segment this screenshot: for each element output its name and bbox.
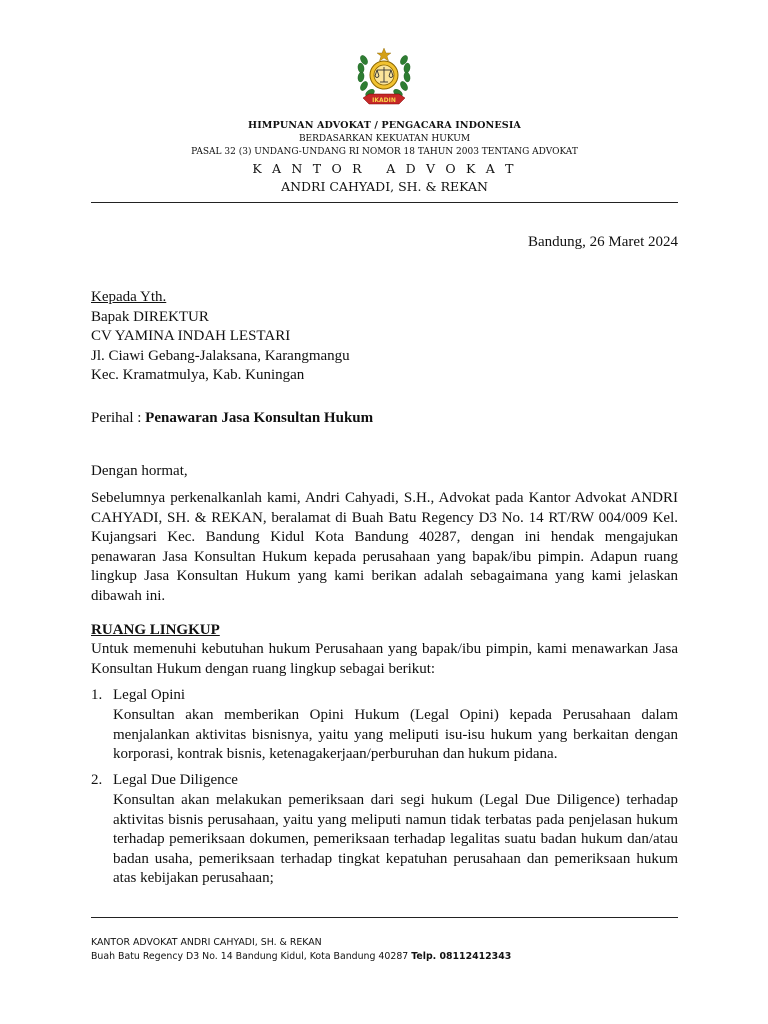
org-name: HIMPUNAN ADVOKAT / PENGACARA INDONESIA	[248, 120, 521, 131]
item-body	[113, 706, 678, 765]
header-divider	[91, 202, 678, 203]
footer-address-line	[91, 951, 511, 962]
recipient-company: CV YAMINA INDAH LESTARI	[91, 328, 291, 344]
office-name: ANDRI CAHYADI, SH. & REKAN	[281, 179, 488, 194]
paragraph-line: korporasi, kontrak bisnis, ketenagakerjaan/perburuhan dan hukum pidana.	[113, 746, 558, 762]
recipient-block	[91, 288, 350, 386]
letter-date: Bandung, 26 Maret 2024	[528, 234, 678, 250]
recipient-salutation: Kepada Yth.	[91, 289, 167, 305]
footer-phone: Telp. 08112412343	[411, 951, 512, 962]
paragraph-line: badan usaha, pemeriksaan terhadap tingkat kepatuhan perusahaan dan pemeriksaan hukum	[113, 850, 678, 867]
law-reference: PASAL 32 (3) UNDANG-UNDANG RI NOMOR 18 TAHUN 2003 TENTANG ADVOKAT	[191, 147, 578, 157]
paragraph-line: Untuk memenuhi kebutuhan hukum Perusahaan yang bapak/ibu pimpin, kami menawarkan Jasa	[91, 641, 678, 657]
greeting: Dengan hormat,	[91, 463, 188, 479]
footer-address: Buah Batu Regency D3 No. 14 Bandung Kidul, Kota Bandung 40287	[91, 951, 412, 962]
scope-heading: RUANG LINGKUP	[91, 622, 220, 638]
paragraph-line: menjalankan aktivitas bisnisnya, yaitu yang meliputi isu-isu hukum yang berkaitan dengan	[113, 726, 678, 743]
paragraph-line: Kujangsari Kec. Bandung Kidul Kota Bandung 40287, dengan ini hendak mengajukan	[91, 529, 678, 545]
svg-text:IKADIN: IKADIN	[372, 97, 396, 104]
paragraph-line: Sebelumnya perkenalkanlah kami, Andri Cahyadi, S.H., Advokat pada Kantor Advokat ANDRI	[91, 490, 678, 506]
item-number: 2.	[91, 772, 103, 788]
subject-value: Penawaran Jasa Konsultan Hukum	[145, 410, 374, 426]
office-title: K A N T O R A D V O K A T	[252, 161, 517, 176]
footer-office-name: KANTOR ADVOKAT ANDRI CAHYADI, SH. & REKAN	[91, 937, 322, 948]
legal-basis: BERDASARKAN KEKUATAN HUKUM	[298, 134, 471, 144]
recipient-address-1: Jl. Ciawi Gebang-Jalaksana, Karangmangu	[91, 347, 350, 364]
scope-intro	[91, 640, 678, 679]
paragraph-line: terhadap pemeriksaan dokumen, pemeriksaan terhadap legalitas suatu badan hukum dan/atau	[113, 831, 678, 847]
subject-line	[91, 409, 373, 429]
recipient-title: Bapak DIREKTUR	[91, 308, 209, 325]
item-number: 1.	[91, 687, 103, 703]
paragraph-line: Konsultan Hukum dengan ruang lingkup sebagai berikut:	[91, 660, 436, 677]
intro-paragraph	[91, 489, 678, 606]
item-title: Legal Due Diligence	[113, 772, 238, 788]
paragraph-line: aktivitas bisnis perusahaan, yaitu yang meliputi namun tidak terbatas pada penjelasan hukum	[113, 811, 678, 828]
paragraph-line: dibawah ini.	[91, 587, 166, 604]
footer-divider	[91, 917, 678, 918]
paragraph-line: lingkup Jasa Konsultan Hukum yang kami berikan adalah sebagaimana yang kami jelaskan	[91, 568, 678, 584]
paragraph-line: penawaran Jasa Konsultan Hukum kepada perusahaan yang bapak/ibu pimpin. Adapun ruang	[91, 548, 678, 565]
paragraph-line: atas kebijakan perusahaan;	[113, 870, 274, 886]
paragraph-line: Konsultan akan memberikan Opini Hukum (Legal Opini) kepada Perusahaan dalam	[113, 707, 678, 723]
item-title: Legal Opini	[113, 687, 186, 703]
item-body	[113, 791, 678, 889]
paragraph-line: CAHYADI, SH. & REKAN, beralamat di Buah Batu Regency D3 No. 14 RT/RW 004/009 Kel.	[91, 509, 678, 526]
subject-label: Perihal :	[91, 410, 146, 426]
paragraph-line: Konsultan akan melakukan pemeriksaan dari segi hukum (Legal Due Diligence) terhadap	[113, 792, 678, 808]
recipient-address-2: Kec. Kramatmulya, Kab. Kuningan	[91, 367, 305, 383]
ikadin-emblem-logo	[355, 46, 413, 110]
